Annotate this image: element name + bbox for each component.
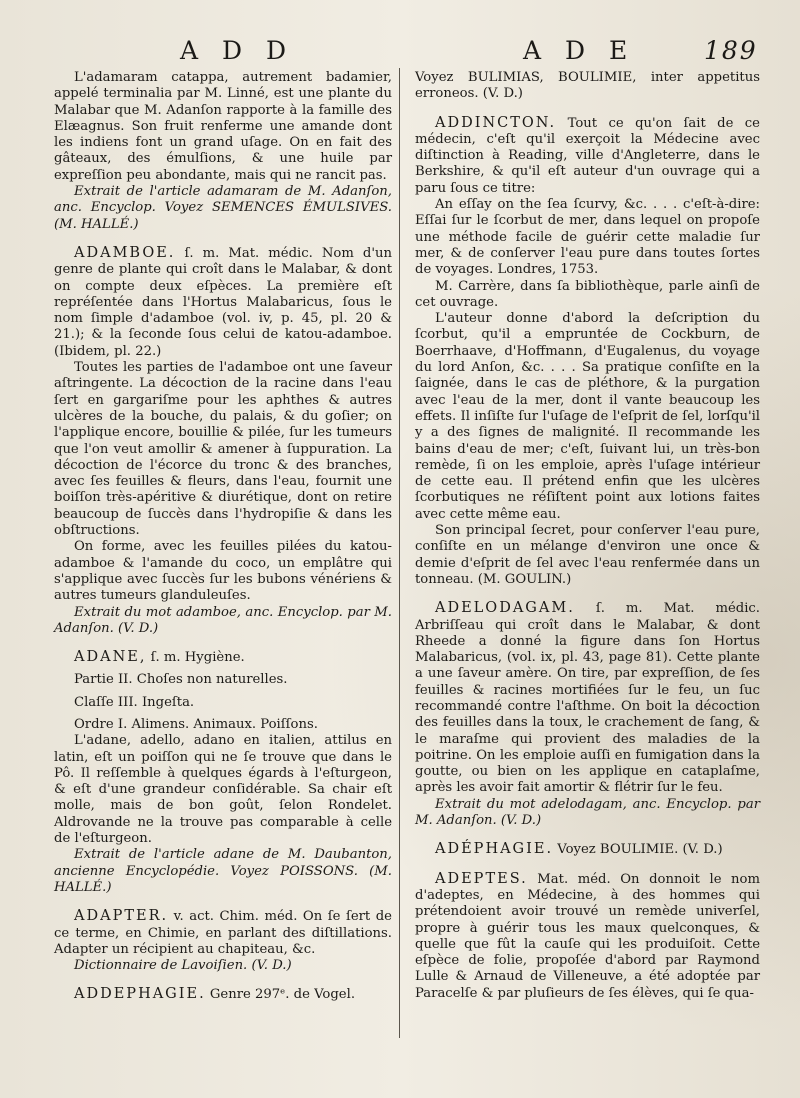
classification-line: Claſſe III. Ingeſta. (74, 694, 195, 710)
left-column (54, 70, 392, 1004)
entry-text: ſ. m. Mat. médic. Arbriſſeau qui croît dans le Malabar, & dont Rheede a donné la figure dans ſon Hortus Malabaricus, (vol. ix, pl. 43, page 81). Cette plante a une ſaveur amère. On tire, par expreſſion, de ſes feuilles & racines mortifiées ſur le feu, un ſuc recommandé contre l'aſthme. On boit la décoction des feuilles dans la toux, le crachement de ſang, & le maraſme qui provient des maladies de la poitrine. On les emploie auſſi en fumigation dans la goutte, ou bien on les applique en cataplaſme, après les avoir fait amortir & flétrir ſur le feu. (415, 601, 760, 796)
dictionary-entry (415, 871, 760, 1002)
dictionary-entry (415, 115, 760, 197)
entry-headword: ADDEPHAGIE. (74, 986, 206, 1003)
classification-line: Ordre I. Alimens. Animaux. Poiſſons. (74, 716, 318, 732)
dictionary-entry (54, 986, 392, 1003)
column-rule (399, 68, 400, 1038)
running-head-left: A D D (180, 36, 295, 65)
entry-text: Mat. méd. On donnoit le nom d'adeptes, en Médecine, à des hommes qui prétendoient avoir trouvé un remède univerſel, propre à guérir tous les maux quelconques, & quelle que fût la cauſe qui les produiſoit. Cette eſpèce de folie, propoſée d'abord par Raymond Lulle & Arnaud de Villeneuve, a été adoptée par Paracelſe & par pluſieurs de ſes élèves, qui ſe qua- (415, 871, 760, 1001)
entry-headword: ADDINCTON. (435, 114, 557, 131)
entry-headword: ADAPTER. (74, 908, 169, 925)
classification-line: Partie II. Choſes non naturelles. (74, 672, 288, 688)
entry-headword: ADAMBOE. (74, 244, 176, 261)
body-paragraph: L'adamaram catappa, autrement badamier, appelé terminalia par M. Linné, est une plante du Malabar que M. Adanſon rapporte à la famille des Elæagnus. Son fruit renferme une amande dont les indiens font un grand uſage. On en fait des gâteaux, des émulſions, & une huile par expreſſion peu abondante, mais qui ne rancit pas. (54, 70, 392, 183)
body-paragraph: M. Carrère, dans ſa bibliothèque, parle ainſi de cet ouvrage. (415, 278, 760, 310)
source-citation: Extrait de l'article adamaram de M. Adanſon, anc. Encyclop. Voyez SEMENCES ÉMULSIVES. (M. HALLÉ.) (54, 184, 392, 232)
dictionary-entry (415, 600, 760, 797)
entry-text: ſ. m. Hygiène. (146, 650, 245, 666)
entry-text: Tout ce qu'on ſait de ce médecin, c'eſt qu'il exerçoit la Médecine avec diſtinction à Reading, ville d'Angleterre, dans le Berkshire, & qu'il eſt auteur d'un ouvrage qui a paru ſous ce titre: (415, 115, 760, 196)
entry-headword: ADELODAGAM. (435, 600, 575, 617)
entry-text: Genre 297ᵉ. de Vogel. (205, 987, 356, 1003)
continued-text: Voyez BULIMIAS, BOULIMIE, inter appetitus erroneos. (V. D.) (415, 70, 760, 102)
body-paragraph: Son principal ſecret, pour conſerver l'eau pure, conſiſte en un mélange d'environ une once & demie d'eſprit de ſel avec l'eau renfermée dans un tonneau. (M. GOULIN.) (415, 523, 760, 587)
right-column (415, 70, 760, 1002)
body-paragraph: On forme, avec les feuilles pilées du katou-adamboe & l'amande du coco, un emplâtre qui s'applique avec ſuccès ſur les bubons vénériens & autres tumeurs glanduleuſes. (54, 539, 392, 604)
dictionary-entry (54, 908, 392, 958)
body-paragraph: L'auteur donne d'abord la deſcription du ſcorbut, qu'il a empruntée de Cockburn, de Boerrhaave, d'Hoffmann, d'Eugalenus, du voyage du lord Anſon, &c. . . . Sa pratique conſiſte en la ſaignée, dans le cas de pléthore, & la purgation avec l'eau de la mer, dont il vante beaucoup les effets. Il inſiſte ſur l'uſage de l'eſprit de ſel, lorſqu'il y a des ſignes de malignité. Il recommande les bains d'eau de mer; c'eſt, ſuivant lui, un très-bon remède, ſi on les emploie, après l'uſage intérieur de cette eau. Il prétend enfin que les ulcères ſcorbutiques ne réſiſtent point aux lotions faites avec cette même eau. (415, 311, 760, 522)
dictionary-entry (54, 649, 392, 666)
entry-text: ſ. m. Mat. médic. Nom d'un genre de plante qui croît dans le Malabar, & dont on compte deux eſpèces. La première eſt repréſentée dans l'Hortus Malabaricus, ſous le nom ſimple d'adamboe (vol. iv, p. 45, pl. 20 & 21.); & la ſeconde ſous celui de katou-adamboe. (Ibidem, pl. 22.) (54, 245, 392, 359)
body-paragraph: An eſſay on the ſea ſcurvy, &c. . . . c'eſt-à-dire: Eſſai ſur le ſcorbut de mer, dans lequel on propoſe une méthode facile de guérir cette maladie ſur mer, & de conſerver l'eau pure dans toutes ſortes de voyages. Londres, 1753. (415, 197, 760, 278)
dictionary-entry (54, 245, 392, 360)
entry-headword: ADANE, (74, 649, 147, 666)
source-citation: Extrait du mot adamboe, anc. Encyclop. par M. Adanſon. (V. D.) (54, 604, 392, 636)
entry-headword: ADEPTES. (435, 870, 528, 887)
body-paragraph: L'adane, adello, adano en italien, attilus en latin, eſt un poiſſon qui ne ſe trouve que dans le Pô. Il reſſemble à quelques égards à l'eſturgeon, & eſt d'une grandeur conſidérable. Sa chair eſt molle, mais de bon goût, ſelon Rondelet. Aldrovande ne la trouve pas comparable à celle de l'eſturgeon. (54, 733, 392, 847)
running-head-middle: A D E (523, 36, 636, 65)
source-citation: Extrait de l'article adane de M. Daubanton, ancienne Encyclopédie. Voyez POISSONS. (M. HALLÉ.) (54, 847, 392, 895)
dictionary-entry (415, 841, 760, 858)
page-number: 189 (704, 36, 758, 65)
body-paragraph: Toutes les parties de l'adamboe ont une ſaveur aſtringente. La décoction de la racine dans l'eau ſert en gargariſme pour les aphthes & autres ulcères de la bouche, du palais, & du goſier; on l'applique encore, bouillie & pilée, ſur les tumeurs que l'on veut amollir & amener à ſuppuration. La décoction de l'écorce du tronc & des branches, avec ſes feuilles & fleurs, dans l'eau, fournit une boiſſon très-apéritive & diurétique, dont on retire beaucoup de ſuccès dans l'hydropiſie & dans les obſtructions. (54, 360, 392, 539)
entry-headword: ADÉPHAGIE. (435, 841, 554, 858)
source-citation: Dictionnaire de Lavoiſien. (V. D.) (74, 958, 292, 974)
entry-text: Voyez BOULIMIE. (V. D.) (553, 842, 723, 858)
source-citation: Extrait du mot adelodagam, anc. Encyclop. par M. Adanſon. (V. D.) (415, 796, 760, 829)
entry-text: v. act. Chim. méd. On ſe ſert de ce terme, en Chimie, en parlant des diſtillations. Adapter un récipient au chapiteau, &c. (54, 909, 392, 957)
